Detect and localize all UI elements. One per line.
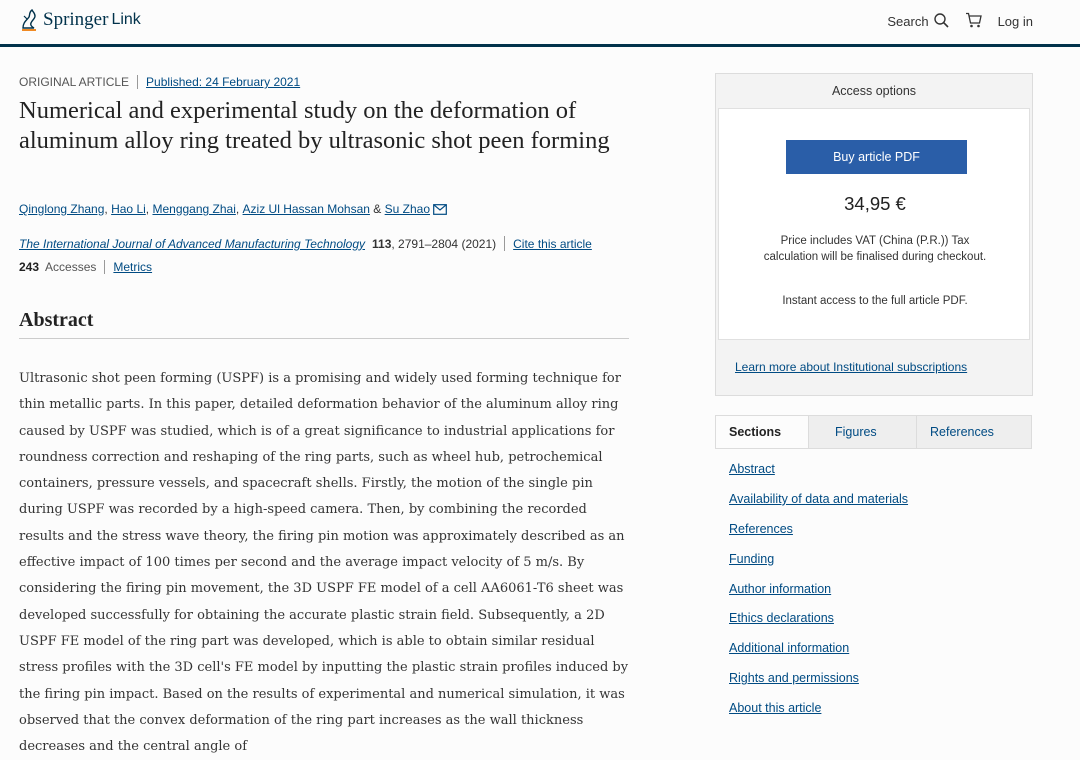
top-nav	[887, 12, 1033, 31]
abstract-text: Ultrasonic shot peen forming (USPF) is a promising and widely used forming technique for thin metallic parts. In this paper, detailed deformation behavior of the aluminum alloy ring caused by USPF was studied, which is of a great significance to industrial applications for roundness correction and reshaping of the ring parts, such as wheel hub, petrochemical containers, pressure vessels, and spacecraft shells. Firstly, the motion of the single pin during USPF was recorded by a high-speed camera. Then, by combining the recorded results and the stress wave theory, the firing pin motion was approximately described as an effective impact of 100 times per second and the average impact velocity of 5 m/s. By considering the firing pin movement, the 3D USPF FE model of a cell AA6061-T6 sheet was developed successfully for obtaining the accurate plastic strain field. Subsequently, a 2D USPF FE model of the ring part was developed, which is able to obtain similar residual stress profiles with the 3D cell's FE model by inputting the plastic strain profiles induced by the firing pin impact. Based on the results of experimental and numerical simulation, it was observed that the convex deformation of the ring part increases as the wall thickness decreases and the central angle of	[19, 371, 629, 755]
article-price: 34,95 €	[844, 193, 906, 214]
author-link[interactable]: Aziz Ul Hassan Mohsan	[242, 202, 370, 216]
vat-note: Price includes VAT (China (P.R.)) Tax calculation will be finalised during checkout.	[763, 235, 987, 263]
section-link-availability[interactable]: Availability of data and materials	[729, 491, 909, 506]
section-link-rights[interactable]: Rights and permissions	[729, 671, 859, 686]
accesses-count: 243	[19, 260, 40, 274]
author-ampersand: &	[373, 202, 382, 216]
metrics-link[interactable]: Metrics	[113, 260, 153, 274]
divider	[504, 236, 505, 251]
section-link-about[interactable]: About this article	[729, 701, 822, 716]
search-button[interactable]	[887, 13, 948, 31]
section-item	[729, 462, 908, 492]
section-item	[729, 522, 908, 552]
institutional-subscriptions-link[interactable]: Learn more about Institutional subscriptions	[735, 360, 968, 374]
divider	[104, 260, 105, 274]
section-link-funding[interactable]: Funding	[729, 551, 775, 566]
access-options-title: Access options	[831, 84, 917, 98]
author-link[interactable]: Menggang Zhai	[152, 202, 236, 216]
login-link[interactable]: Log in	[997, 14, 1033, 29]
author-list	[19, 202, 447, 216]
author-link[interactable]: Qinglong Zhang	[19, 202, 105, 216]
email-icon[interactable]	[433, 204, 447, 215]
cart-button[interactable]	[965, 12, 982, 31]
buy-article-card	[718, 108, 1030, 340]
divider	[137, 75, 138, 89]
published-date-link[interactable]: Published: 24 February 2021	[146, 75, 301, 89]
cite-article-link[interactable]: Cite this article	[513, 236, 592, 251]
author-separator: ,	[235, 202, 240, 216]
springerlink-logo[interactable]	[19, 8, 141, 32]
section-item	[729, 492, 908, 522]
search-icon	[929, 13, 949, 31]
sections-tabs	[715, 415, 1032, 449]
tab-figures[interactable]: Figures	[808, 416, 916, 448]
header-divider	[0, 44, 1080, 47]
section-link-author-info[interactable]: Author information	[729, 581, 832, 596]
access-metrics	[19, 260, 152, 274]
buy-article-pdf-button[interactable]: Buy article PDF	[786, 140, 967, 174]
section-link-additional-info[interactable]: Additional information	[729, 641, 850, 656]
section-item	[729, 552, 908, 582]
section-link-ethics[interactable]: Ethics declarations	[729, 611, 834, 626]
section-item	[729, 641, 908, 671]
logo-link-text: Link	[111, 11, 141, 28]
article-title: Numerical and experimental study on the deformation of aluminum alloy ring treated by ultrasonic shot peen forming	[19, 97, 610, 154]
section-link-abstract[interactable]: Abstract	[729, 462, 775, 476]
journal-link[interactable]: The International Journal of Advanced Manufacturing Technology	[19, 236, 366, 251]
article-type: ORIGINAL ARTICLE	[19, 75, 130, 89]
section-item	[729, 671, 908, 701]
cart-icon	[965, 12, 982, 31]
journal-pages-year: , 2791–2804 (2021)	[391, 236, 497, 251]
author-separator: ,	[104, 202, 108, 216]
journal-info	[19, 236, 592, 251]
abstract-heading: Abstract	[19, 309, 94, 331]
section-item	[729, 701, 908, 731]
article-meta	[19, 75, 300, 89]
sections-list	[729, 462, 908, 731]
section-item	[729, 611, 908, 641]
top-bar	[0, 0, 1080, 44]
springer-horse-icon	[19, 8, 39, 32]
section-link-references[interactable]: References	[729, 521, 793, 536]
abstract-divider	[19, 338, 629, 339]
accesses-label: Accesses	[45, 260, 97, 274]
instant-access-note: Instant access to the full article PDF.	[782, 295, 968, 307]
author-link[interactable]: Su Zhao	[384, 202, 431, 216]
logo-springer-text: Springer	[43, 9, 109, 30]
access-options-panel	[715, 73, 1033, 396]
search-label: Search	[887, 14, 929, 29]
journal-volume: 113	[372, 236, 392, 251]
tab-sections[interactable]: Sections	[716, 416, 808, 448]
author-separator: ,	[145, 202, 150, 216]
author-link[interactable]: Hao Li	[111, 202, 146, 216]
tab-references[interactable]: References	[916, 416, 1031, 448]
section-item	[729, 582, 908, 612]
